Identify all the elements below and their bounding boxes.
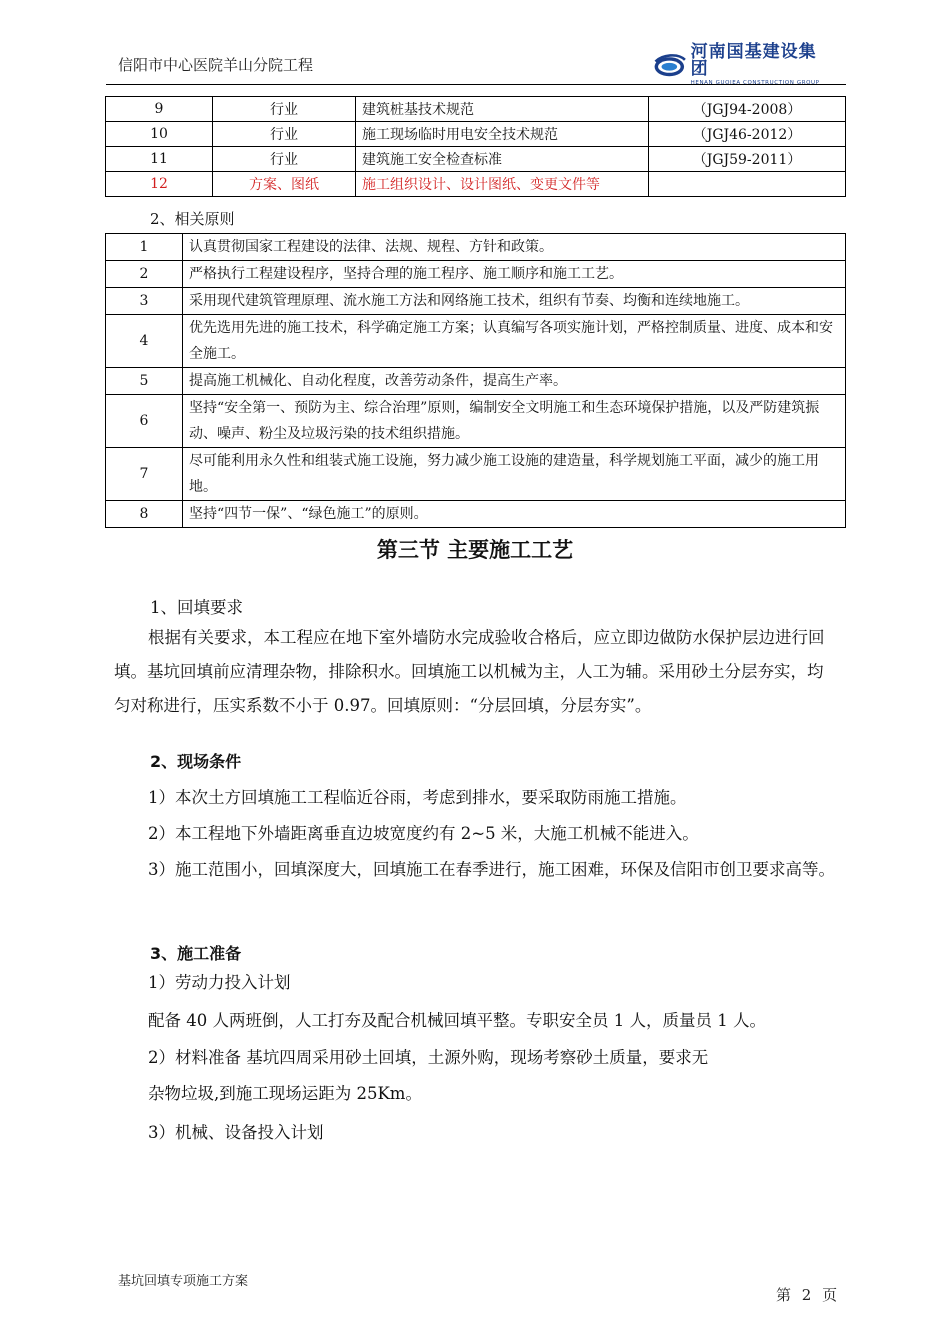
principle-text: 优先选用先进的施工技术，科学确定施工方案；认真编写各项实施计划，严格控制质量、进度、成本和安全施工。 bbox=[183, 315, 846, 368]
row-category: 方案、图纸 bbox=[213, 172, 356, 197]
row-standard-name: 施工现场临时用电安全技术规范 bbox=[356, 122, 649, 147]
table-row bbox=[106, 288, 846, 315]
principle-text: 坚持“四节一保”、“绿色施工”的原则。 bbox=[183, 501, 846, 528]
row-standard-name: 施工组织设计、设计图纸、变更文件等 bbox=[356, 172, 649, 197]
table-row bbox=[106, 501, 846, 528]
logo-english-name: HENAN GUOJEA CONSTRUCTION GROUP bbox=[690, 79, 820, 86]
logo-chinese-name: 河南国基建设集团 bbox=[690, 41, 817, 79]
site-condition-3: 3）施工范围小，回填深度大，回填施工在春季进行，施工困难，环保及信阳市创卫要求高等。 bbox=[148, 860, 835, 879]
globe-logo-icon bbox=[652, 46, 687, 84]
row-number: 10 bbox=[106, 122, 213, 147]
principle-number: 6 bbox=[106, 395, 183, 448]
table-row bbox=[106, 122, 846, 147]
row-category: 行业 bbox=[213, 97, 356, 122]
principle-text: 坚持“安全第一、预防为主、综合治理”原则，编制安全文明施工和生态环境保护措施，以及严防建筑振动、噪声、粉尘及垃圾污染的技术组织措施。 bbox=[183, 395, 846, 448]
header-divider bbox=[106, 84, 846, 85]
table-row bbox=[106, 315, 846, 368]
site-condition-2: 2）本工程地下外墙距离垂直边坡宽度约有 2~5 米，大施工机械不能进入。 bbox=[148, 824, 699, 843]
company-logo bbox=[652, 41, 822, 86]
standards-table bbox=[105, 96, 846, 197]
site-condition-1: 1）本次土方回填施工工程临近谷雨，考虑到排水，要采取防雨施工措施。 bbox=[148, 788, 687, 807]
row-standard-code: （JGJ59-2011） bbox=[649, 147, 846, 172]
principles-table bbox=[105, 233, 846, 528]
row-standard-code: （JGJ94-2008） bbox=[649, 97, 846, 122]
principle-number: 7 bbox=[106, 448, 183, 501]
table-row bbox=[106, 97, 846, 122]
principle-number: 1 bbox=[106, 234, 183, 261]
row-standard-code bbox=[649, 172, 846, 197]
site-conditions-heading: 2、现场条件 bbox=[150, 752, 242, 771]
principle-text: 提高施工机械化、自动化程度，改善劳动条件，提高生产率。 bbox=[183, 368, 846, 395]
table-row bbox=[106, 261, 846, 288]
principle-text: 采用现代建筑管理原理、流水施工方法和网络施工技术，组织有节奏、均衡和连续地施工。 bbox=[183, 288, 846, 315]
row-number: 9 bbox=[106, 97, 213, 122]
table-row bbox=[106, 147, 846, 172]
section-title: 第三节 主要施工工艺 bbox=[376, 538, 574, 562]
principle-number: 5 bbox=[106, 368, 183, 395]
principle-number: 4 bbox=[106, 315, 183, 368]
table-row bbox=[106, 395, 846, 448]
principle-text: 认真贯彻国家工程建设的法律、法规、规程、方针和政策。 bbox=[183, 234, 846, 261]
materials-text: 2）材料准备 基坑四周采用砂土回填，土源外购，现场考察砂土质量，要求无 bbox=[148, 1048, 709, 1067]
table-row bbox=[106, 448, 846, 501]
footer-doc-name: 基坑回填专项施工方案 bbox=[118, 1274, 249, 1289]
materials-text-cont: 杂物垃圾,到施工现场运距为 25Km。 bbox=[148, 1084, 422, 1103]
row-number: 12 bbox=[106, 172, 213, 197]
row-standard-name: 建筑施工安全检查标准 bbox=[356, 147, 649, 172]
row-category: 行业 bbox=[213, 147, 356, 172]
labor-plan-text: 配备 40 人两班倒，人工打夯及配合机械回填平整。专职安全员 1 人，质量员 1 人。 bbox=[148, 1011, 766, 1030]
principle-number: 3 bbox=[106, 288, 183, 315]
principle-number: 8 bbox=[106, 501, 183, 528]
row-number: 11 bbox=[106, 147, 213, 172]
footer-page-number: 第 2 页 bbox=[776, 1286, 838, 1304]
row-standard-name: 建筑桩基技术规范 bbox=[356, 97, 649, 122]
table-row bbox=[106, 368, 846, 395]
equipment-plan-heading: 3）机械、设备投入计划 bbox=[148, 1123, 324, 1142]
construction-prep-heading: 3、施工准备 bbox=[150, 944, 242, 963]
table-row bbox=[106, 234, 846, 261]
backfill-requirements-heading: 1、回填要求 bbox=[150, 598, 243, 617]
principle-number: 2 bbox=[106, 261, 183, 288]
principle-text: 严格执行工程建设程序，坚持合理的施工程序、施工顺序和施工工艺。 bbox=[183, 261, 846, 288]
principles-heading: 2、相关原则 bbox=[150, 210, 235, 228]
row-category: 行业 bbox=[213, 122, 356, 147]
row-standard-code: （JGJ46-2012） bbox=[649, 122, 846, 147]
header-project-title: 信阳市中心医院羊山分院工程 bbox=[118, 56, 314, 74]
labor-plan-heading: 1）劳动力投入计划 bbox=[148, 973, 291, 992]
backfill-requirements-paragraph: 根据有关要求，本工程应在地下室外墙防水完成验收合格后，应立即边做防水保护层边进行回填。基坑回填前应清理杂物，排除积水。回填施工以机械为主，人工为辅。采用砂土分层夯实，均匀对称进行，压实系数不小于 0.97。回填原则：“分层回填，分层夯实”。 bbox=[114, 628, 825, 715]
table-row-highlighted bbox=[106, 172, 846, 197]
principle-text: 尽可能利用永久性和组装式施工设施，努力减少施工设施的建造量，科学规划施工平面，减少的施工用地。 bbox=[183, 448, 846, 501]
